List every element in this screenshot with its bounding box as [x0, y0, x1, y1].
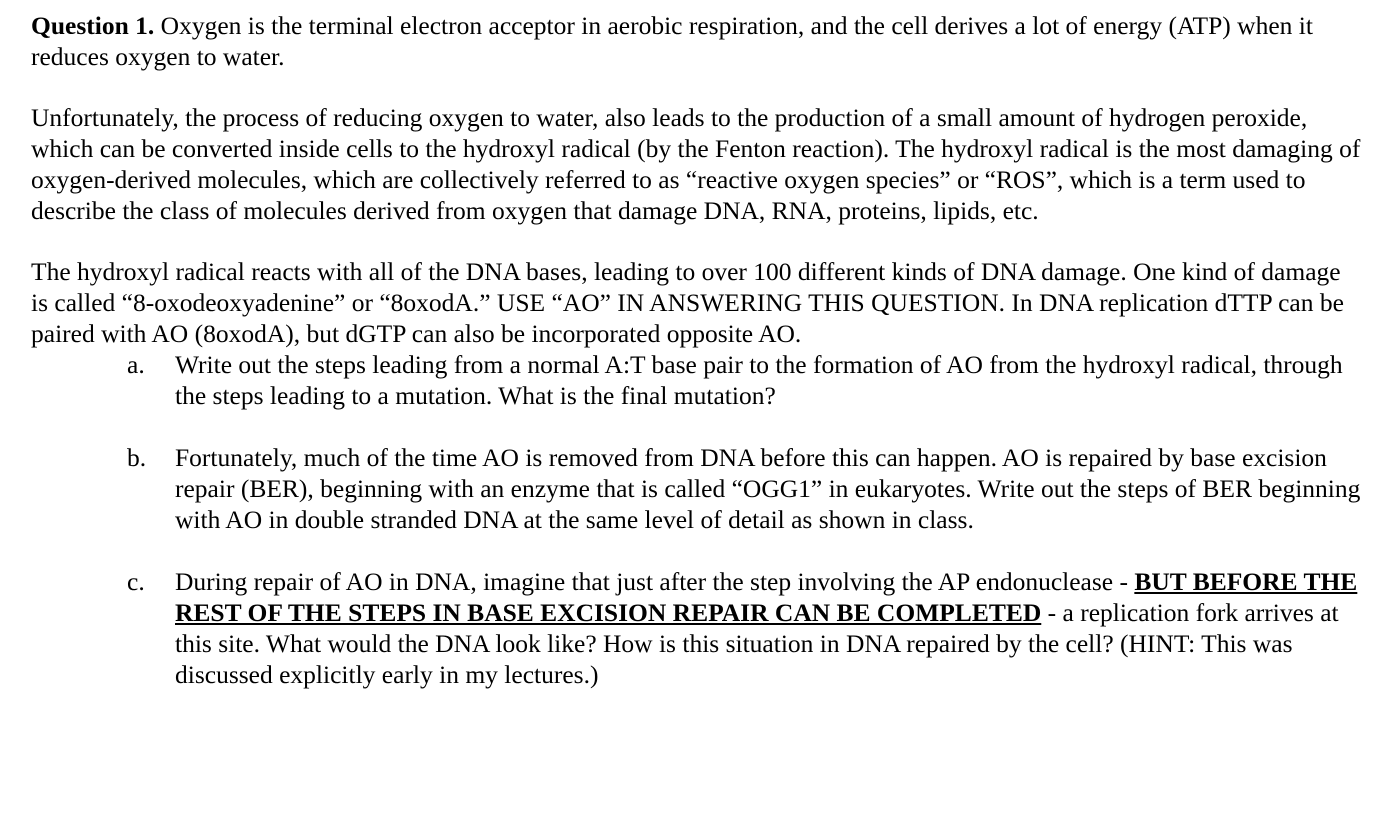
part-c-text-before: During repair of AO in DNA, imagine that just after the step involving the AP endonuclease - — [175, 567, 1135, 596]
part-a — [127, 349, 1361, 411]
part-b-marker: b. — [127, 443, 147, 472]
part-a-marker: a. — [127, 350, 145, 379]
paragraph-dna-damage: The hydroxyl radical reacts with all of the DNA bases, leading to over 100 different kinds of DNA damage. One kind of damage is called “8-oxodeoxyadenine” or “8oxodA.” USE “AO” IN ANSWERING THIS QUESTION. In DNA replication dTTP can be paired with AO (8oxodA), but dGTP can also be incorporated opposite AO. — [31, 257, 1344, 348]
part-b — [127, 442, 1361, 535]
question-label: Question 1. — [31, 11, 155, 40]
question-document — [31, 10, 1361, 721]
part-b-text: Fortunately, much of the time AO is removed from DNA before this can happen. AO is repaired by base excision repair (BER), beginning with an enzyme that is called “OGG1” in eukaryotes. Write out the steps of BER beginning with AO in double stranded DNA at the same level of detail as shown in class. — [175, 443, 1361, 534]
question-parts-list — [31, 349, 1361, 690]
part-c-text-after: - a replication fork arrives at this site. What would the DNA look like? How is this situation in DNA repaired by the cell? (HINT: This was discussed explicitly early in my lectures.) — [175, 598, 1339, 689]
question-intro — [31, 10, 1361, 72]
part-c-text — [175, 566, 1361, 690]
part-c — [127, 566, 1361, 690]
question-intro-text: Oxygen is the terminal electron acceptor in aerobic respiration, and the cell derives a lot of energy (ATP) when it reduces oxygen to water. — [31, 11, 1313, 71]
paragraph-ros: Unfortunately, the process of reducing oxygen to water, also leads to the production of a small amount of hydrogen peroxide, which can be converted inside cells to the hydroxyl radical (by the Fenton reaction). The hydroxyl radical is the most damaging of oxygen-derived molecules, which are collectively referred to as “reactive oxygen species” or “ROS”, which is a term used to describe the class of molecules derived from oxygen that damage DNA, RNA, proteins, lipids, etc. — [31, 103, 1361, 225]
part-a-text: Write out the steps leading from a normal A:T base pair to the formation of AO from the hydroxyl radical, through the steps leading to a mutation. What is the final mutation? — [175, 350, 1343, 410]
part-c-marker: c. — [127, 567, 145, 596]
part-c-emphasis: BUT BEFORE THE REST OF THE STEPS IN BASE EXCISION REPAIR CAN BE COMPLETED — [175, 567, 1358, 627]
